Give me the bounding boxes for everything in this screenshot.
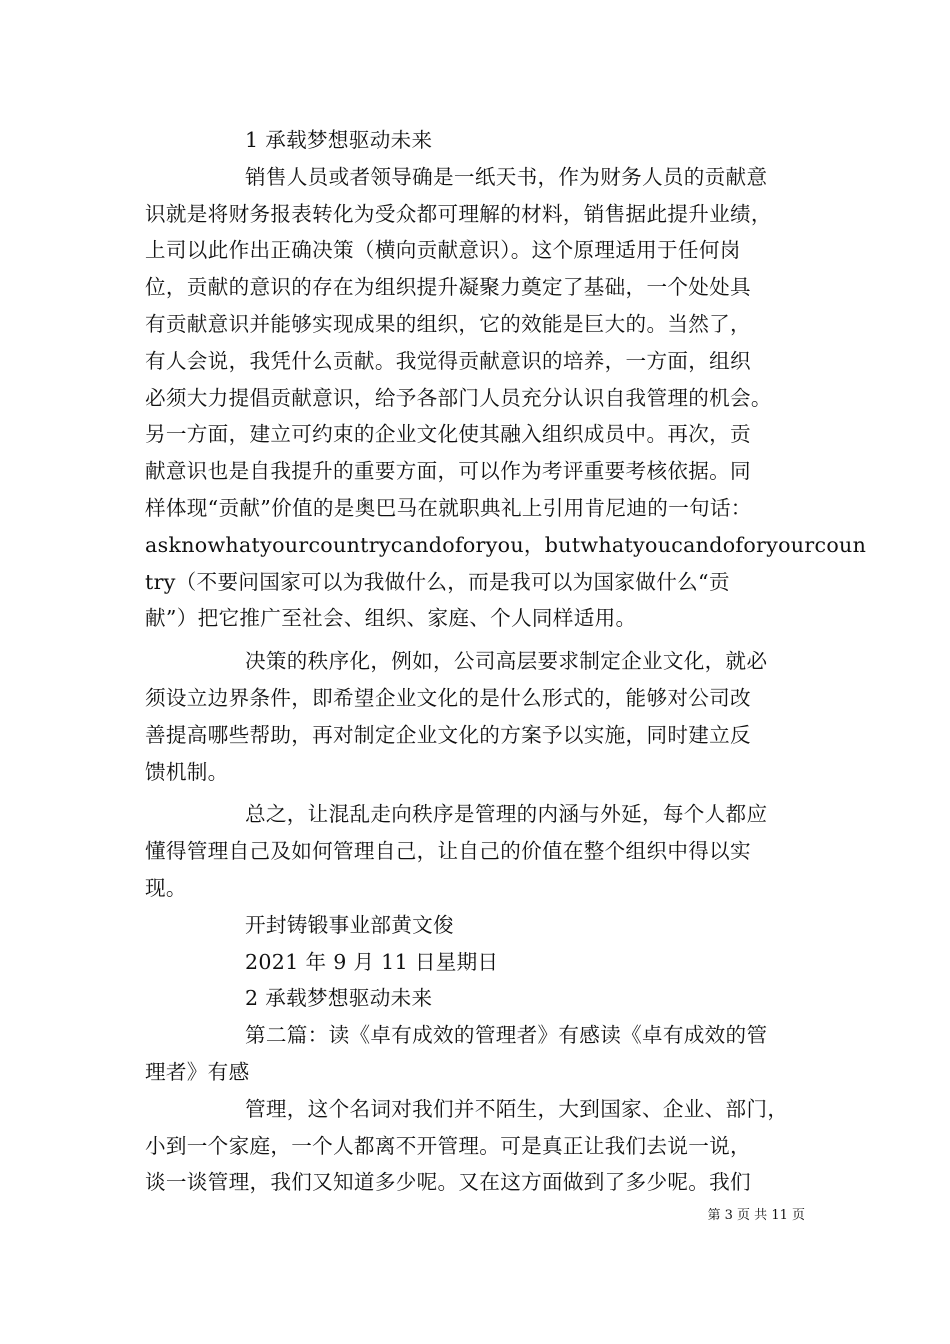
text-line: 必须大力提倡贡献意识，给予各部门人员充分认识自我管理的机会。 [145, 385, 772, 410]
text-line: 现。 [145, 875, 187, 900]
text-line: 献”）把它推广至社会、组织、家庭、个人同样适用。 [145, 606, 637, 631]
text-line: 识就是将财务报表转化为受众都可理解的材料，销售据此提升业绩， [145, 201, 772, 226]
text-line: 管理，这个名词对我们并不陌生，大到国家、企业、部门， [245, 1096, 789, 1121]
text-line: 位，贡献的意识的存在为组织提升凝聚力奠定了基础，一个处处具 [145, 275, 751, 300]
text-line: 有人会说，我凭什么贡献。我觉得贡献意识的培养，一方面，组织 [145, 348, 751, 373]
text-line: 总之，让混乱走向秩序是管理的内涵与外延，每个人都应 [245, 802, 768, 827]
text-line: 谈一谈管理，我们又知道多少呢。又在这方面做到了多少呢。我们 [145, 1170, 751, 1195]
text-line: 小到一个家庭，一个人都离不开管理。可是真正让我们去说一说， [145, 1133, 751, 1158]
text-line: 善提高哪些帮助，再对制定企业文化的方案予以实施，同时建立反 [145, 722, 751, 747]
text-line: 样体现“贡献”价值的是奥巴马在就职典礼上引用肯尼迪的一句话： [145, 495, 752, 520]
text-line: try（不要问国家可以为我做什么，而是我可以为国家做什么“贡 [145, 569, 730, 594]
text-line: 须设立边界条件，即希望企业文化的是什么形式的，能够对公司改 [145, 685, 751, 710]
document-body [145, 122, 867, 1201]
text-line: 开封铸锻事业部黄文俊 [245, 912, 454, 937]
text-line: 2021 年 9 月 11 日星期日 [245, 949, 499, 974]
text-line: 销售人员或者领导确是一纸天书，作为财务人员的贡献意 [245, 164, 768, 189]
text-line: 上司以此作出正确决策（横向贡献意识）。这个原理适用于任何岗 [145, 238, 741, 263]
page-footer: 第 3 页 共 11 页 [707, 1208, 805, 1223]
text-line: 另一方面，建立可约束的企业文化使其融入组织成员中。再次，贡 [145, 422, 751, 447]
text-line: 献意识也是自我提升的重要方面，可以作为考评重要考核依据。同 [145, 459, 751, 484]
text-line: 馈机制。 [145, 759, 229, 784]
text-line: 理者》有感 [145, 1059, 250, 1084]
text-line: 1 承载梦想驱动未来 [245, 128, 433, 152]
text-line: asknowhatyourcountrycandoforyou，butwhatyoucandoforyourcoun [145, 532, 867, 557]
text-line: 决策的秩序化，例如，公司高层要求制定企业文化，就必 [245, 649, 768, 674]
text-line: 2 承载梦想驱动未来 [245, 986, 433, 1011]
text-line: 第二篇：读《卓有成效的管理者》有感读《卓有成效的管 [245, 1023, 768, 1048]
text-line: 有贡献意识并能够实现成果的组织，它的效能是巨大的。当然了， [145, 311, 751, 336]
text-line: 懂得管理自己及如何管理自己，让自己的价值在整个组织中得以实 [145, 839, 751, 864]
